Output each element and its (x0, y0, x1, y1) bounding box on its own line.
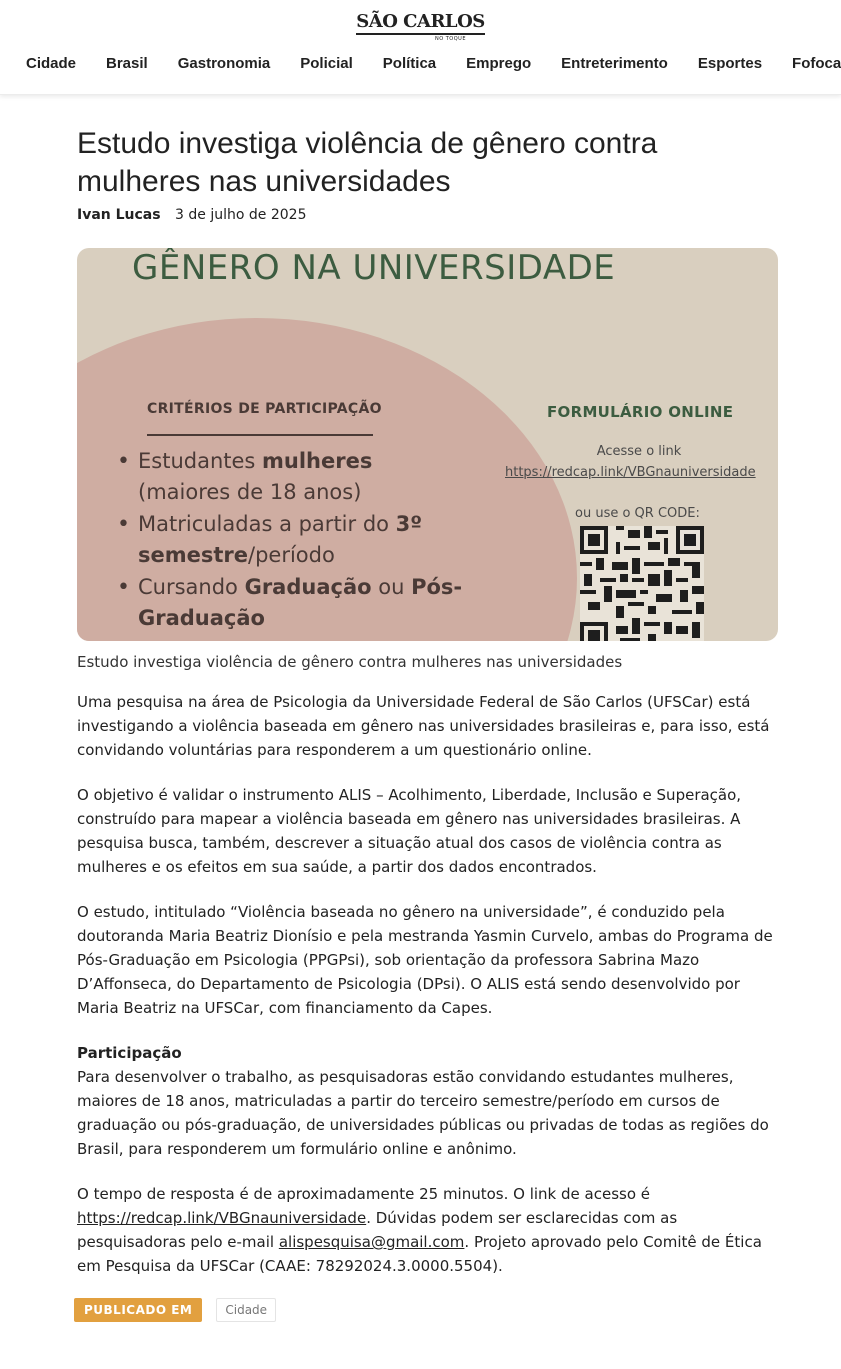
tag-cidade[interactable]: Cidade (216, 1298, 276, 1322)
email-link[interactable]: alispesquisa@gmail.com (278, 1233, 465, 1251)
nav-item-policial[interactable]: Policial (300, 55, 353, 72)
paragraph: O estudo, intitulado “Violência baseada no gênero na universidade”, é conduzido pela doutoranda Maria Beatriz Dionísio e pela mestranda Yasmin Curvelo, ambas do Programa de Pós-Graduação em Psicologia (PPGPsi), sob orientação da professora Sabrina Mazo D’Affonseca, do Departamento de Psicologia (DPsi). O ALIS está sendo desenvolvido por Maria Beatriz na UFSCar, com financiamento da Capes. (77, 903, 773, 1017)
article-meta (77, 207, 306, 223)
qr-code-icon (580, 526, 704, 641)
tags-row (74, 1298, 276, 1322)
criteria-item: • Matriculadas a partir do 3º semestre/período (115, 509, 535, 571)
paragraph-text: Para desenvolver o trabalho, as pesquisadoras estão convidando estudantes mulheres, maiores de 18 anos, matriculadas a partir do terceiro semestre/período em cursos de graduação ou pós-graduação, de universidades públicas ou privadas de todas as regiões do Brasil, para responderem um formulário online e anônimo. (77, 1068, 769, 1158)
article-author[interactable]: Ivan Lucas (77, 207, 161, 223)
article-title: Estudo investiga violência de gênero contra mulheres nas universidades (77, 127, 658, 198)
criteria-item: • Cursando Graduação ou Pós-Graduação (115, 572, 535, 634)
criteria-item: • Estudantes mulheres (maiores de 18 anos) (115, 446, 535, 508)
hero-title: GÊNERO NA UNIVERSIDADE (132, 248, 616, 288)
article-body (77, 690, 777, 1299)
nav-item-politica[interactable]: Política (382, 55, 437, 72)
published-in-label: PUBLICADO EM (74, 1298, 202, 1322)
article-date: 3 de julho de 2025 (175, 207, 307, 223)
nav-item-cidade[interactable]: Cidade (26, 55, 77, 72)
paragraph: Uma pesquisa na área de Psicologia da Universidade Federal de São Carlos (UFSCar) está investigando a violência baseada em gênero nas universidades brasileiras e, para isso, está convidando voluntárias para responderem a um questionário online. (77, 693, 770, 759)
form-access-text: Acesse o link (596, 444, 682, 459)
paragraph-participacao (77, 1041, 777, 1161)
hero-image (77, 248, 778, 641)
nav-item-esportes[interactable]: Esportes (697, 55, 763, 72)
qr-label: ou use o QR CODE: (575, 506, 700, 521)
paragraph: O tempo de resposta é de aproximadamente 25 minutos. O link de acesso é https://redcap.link/VBGnauniversidade. Dúvidas podem ser esclarecidas com as pesquisadoras pelo e-mail alispesquisa@gmail.com. Projeto aprovado pelo Comitê de Ética em Pesquisa da UFSCar (CAAE: 78292024.3.0000.5504). (77, 1185, 762, 1275)
criteria-heading: CRITÉRIOS DE PARTICIPAÇÃO (147, 401, 382, 417)
nav-item-entreterimento[interactable]: Entreterimento (561, 55, 668, 72)
logo-text: SÃO CARLOS (356, 12, 485, 35)
nav-item-emprego[interactable]: Emprego (466, 55, 532, 72)
form-heading: FORMULÁRIO ONLINE (547, 403, 734, 421)
site-logo[interactable] (0, 12, 841, 42)
nav-item-fofoca[interactable]: Fofoca (792, 55, 841, 72)
criteria-divider (147, 434, 373, 436)
nav-item-gastronomia[interactable]: Gastronomia (177, 55, 271, 72)
survey-link[interactable]: https://redcap.link/VBGnauniversidade (77, 1209, 367, 1227)
section-subheading: Participação (77, 1044, 182, 1062)
criteria-list (115, 446, 535, 635)
logo-subtext: NO TOQUE (434, 36, 466, 42)
nav-item-brasil[interactable]: Brasil (106, 55, 148, 72)
site-header (0, 0, 841, 95)
form-link: https://redcap.link/VBGnauniversidade (505, 465, 756, 480)
paragraph: O objetivo é validar o instrumento ALIS – Acolhimento, Liberdade, Inclusão e Superação, construído para mapear a violência baseada em gênero nas universidades brasileiras. A pesquisa busca, também, descrever a situação atual dos casos de violência contra as mulheres e os efeitos em sua saúde, a partir dos dados encontrados. (77, 786, 742, 876)
image-caption: Estudo investiga violência de gênero contra mulheres nas universidades (77, 653, 623, 671)
main-nav (26, 55, 841, 73)
